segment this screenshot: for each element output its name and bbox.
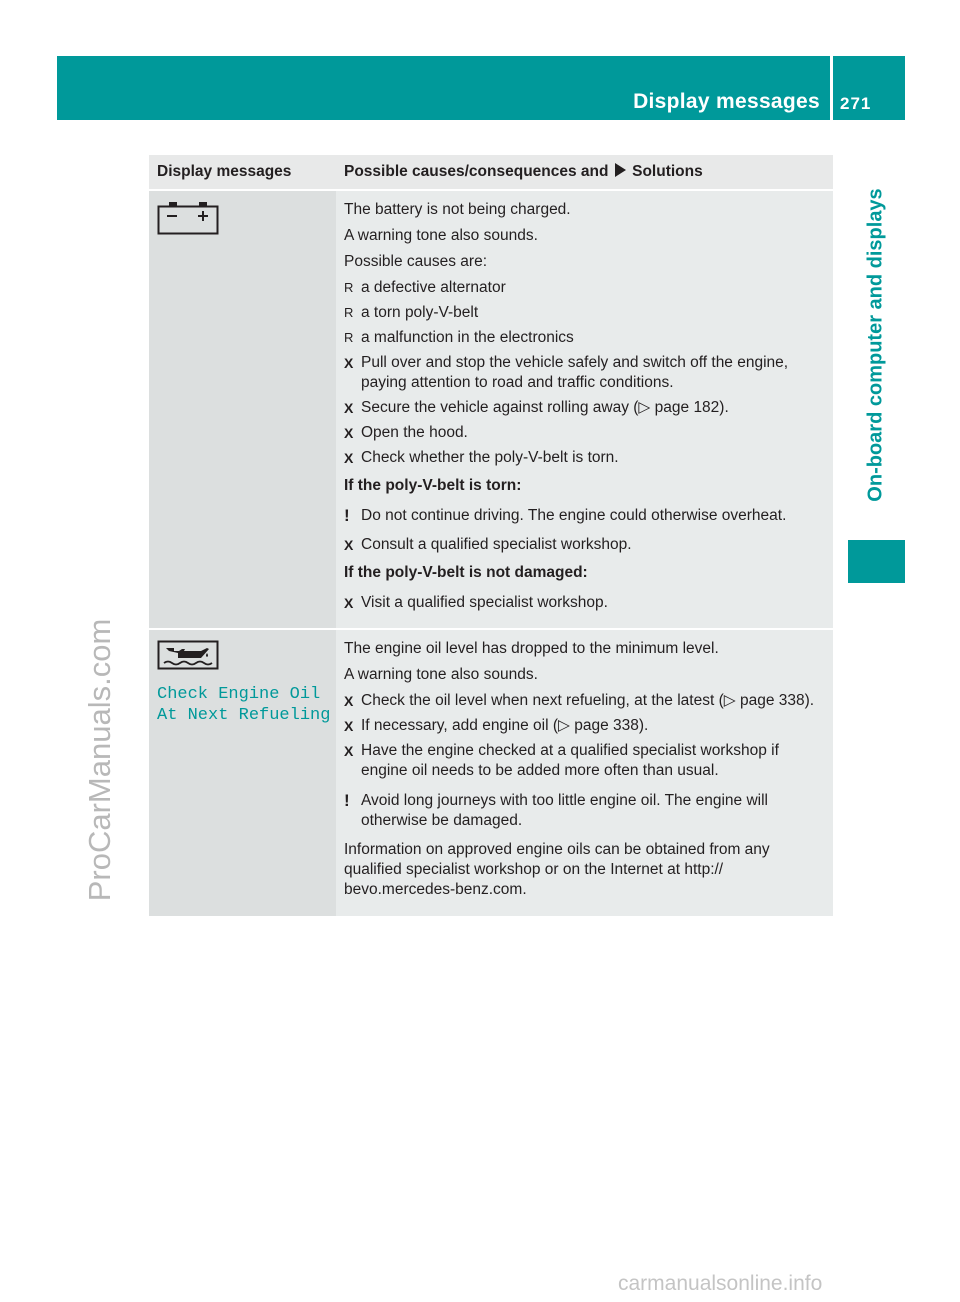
- col-header-display-messages: Display messages: [149, 155, 336, 190]
- text-paragraph: The battery is not being charged.: [344, 201, 571, 218]
- table-row-battery: [149, 190, 833, 629]
- step-item: [344, 353, 827, 393]
- list-item: [344, 328, 827, 348]
- step-item: [344, 716, 827, 736]
- condition-heading: If the poly-V-belt is not damaged:: [344, 564, 588, 581]
- bullet-text: a defective alternator: [361, 279, 506, 296]
- step-marker: X: [344, 718, 354, 734]
- list-item: [344, 278, 827, 298]
- step-text: Pull over and stop the vehicle safely and switch off the engine, paying attention to road and traffic conditions.: [361, 354, 789, 391]
- warning-item: [344, 791, 827, 831]
- text-paragraph: Possible causes are:: [344, 253, 488, 270]
- page-number: 271: [840, 94, 872, 113]
- col-header-solutions-text: Solutions: [632, 163, 703, 180]
- bullet-marker: R: [344, 280, 354, 295]
- step-marker: X: [344, 355, 354, 371]
- display-message-line-2: At Next Refueling: [157, 706, 331, 725]
- col-header-causes: [336, 155, 833, 190]
- step-text: Check the oil level when next refueling, at the latest (▷ page 338).: [361, 692, 815, 709]
- warning-marker: !: [344, 791, 350, 810]
- col-header-causes-text: Possible causes/consequences and: [344, 163, 609, 180]
- side-tab-label: On-board computer and displays: [864, 188, 887, 502]
- text-paragraph: The engine oil level has dropped to the minimum level.: [344, 640, 719, 657]
- page-title: Display messages: [633, 90, 820, 113]
- cell-battery-causes: [336, 190, 833, 629]
- table-header-row: [149, 155, 833, 190]
- cell-battery-symbol: [149, 190, 336, 629]
- step-text: If necessary, add engine oil (▷ page 338).: [361, 717, 649, 734]
- step-item: [344, 535, 827, 555]
- header-separator: [830, 56, 833, 120]
- bullet-marker: R: [344, 305, 354, 320]
- step-item: [344, 398, 827, 418]
- step-marker: X: [344, 743, 354, 759]
- step-text: Open the hood.: [361, 424, 468, 441]
- step-text: Consult a qualified specialist workshop.: [361, 536, 632, 553]
- step-marker: X: [344, 537, 354, 553]
- step-item: [344, 423, 827, 443]
- step-item: [344, 691, 827, 711]
- warning-text: Avoid long journeys with too little engine oil. The engine will otherwise be damaged.: [361, 792, 768, 829]
- bullet-text: a torn poly-V-belt: [361, 304, 479, 321]
- step-text: Have the engine checked at a qualified specialist workshop if engine oil needs to be added more often than usual.: [361, 742, 779, 779]
- step-text: Check whether the poly-V-belt is torn.: [361, 449, 619, 466]
- display-message-line-1: Check Engine Oil: [157, 685, 321, 704]
- condition-heading: If the poly-V-belt is torn:: [344, 477, 522, 494]
- step-item: [344, 741, 827, 781]
- display-messages-table: [149, 155, 833, 916]
- watermark-bottom: carmanualsonline.info: [618, 1272, 823, 1295]
- step-marker: X: [344, 595, 354, 611]
- step-marker: X: [344, 450, 354, 466]
- list-item: [344, 303, 827, 323]
- step-text: Secure the vehicle against rolling away (▷ page 182).: [361, 399, 729, 416]
- step-marker: X: [344, 400, 354, 416]
- step-text: Visit a qualified specialist workshop.: [361, 594, 608, 611]
- step-item: [344, 448, 827, 468]
- triangle-icon: [615, 163, 626, 177]
- warning-marker: !: [344, 506, 350, 525]
- side-tab-block: [848, 540, 905, 583]
- oil-can-icon: [157, 640, 219, 670]
- cell-oil-causes: [336, 629, 833, 916]
- watermark-side: ProCarManuals.com: [82, 618, 117, 902]
- text-paragraph: Information on approved engine oils can be obtained from any qualified specialist workshop or on the Internet at http:// bevo.mercedes-benz.com.: [344, 841, 770, 898]
- step-marker: X: [344, 425, 354, 441]
- cell-oil-symbol: [149, 629, 336, 916]
- bullet-marker: R: [344, 330, 354, 345]
- step-marker: X: [344, 693, 354, 709]
- bullet-text: a malfunction in the electronics: [361, 329, 574, 346]
- battery-icon: [157, 201, 219, 235]
- text-paragraph: A warning tone also sounds.: [344, 666, 538, 683]
- step-item: [344, 593, 827, 613]
- warning-item: [344, 506, 827, 526]
- warning-text: Do not continue driving. The engine could otherwise overheat.: [361, 507, 787, 524]
- table-row-oil: [149, 629, 833, 916]
- text-paragraph: A warning tone also sounds.: [344, 227, 538, 244]
